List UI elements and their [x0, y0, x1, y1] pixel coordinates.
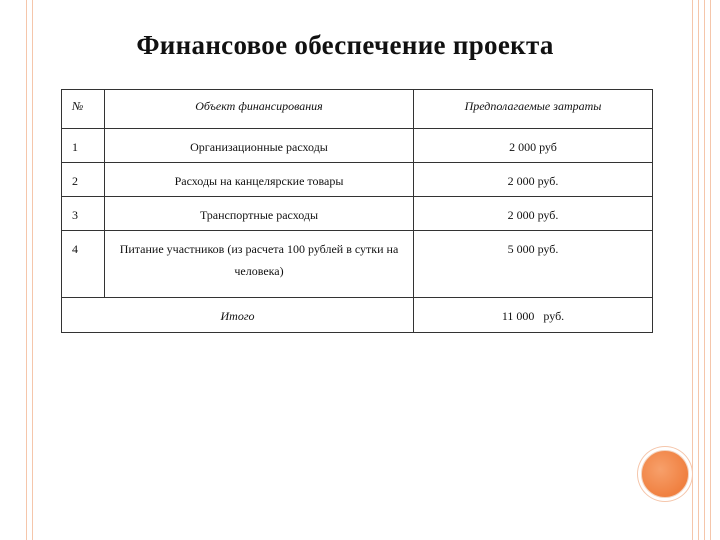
- left-frame-line-inner: [32, 0, 33, 540]
- row-num: 3: [72, 208, 78, 222]
- right-frame-line-3: [704, 0, 705, 540]
- decorative-orange-circle: [641, 450, 689, 498]
- table-row: [62, 197, 653, 231]
- right-frame-line-2: [698, 0, 699, 540]
- slide-title: Финансовое обеспечение проекта: [136, 30, 554, 60]
- row-cost: 2 000 руб.: [507, 208, 559, 222]
- total-cost: 11 000 руб.: [501, 309, 565, 323]
- finance-table: [61, 89, 653, 333]
- row-object: Транспортные расходы: [199, 208, 319, 222]
- header-num: [62, 90, 105, 129]
- total-label: Итого: [220, 309, 255, 323]
- header-object: [105, 90, 414, 129]
- header-cost-label: Предполагаемые затраты: [464, 99, 602, 113]
- table-total-row: [62, 298, 653, 333]
- row-cost: 2 000 руб: [509, 140, 557, 154]
- row-num: 1: [72, 140, 78, 154]
- table-header-row: [62, 90, 653, 129]
- row-object: Расходы на канцелярские товары: [174, 174, 344, 188]
- row-object: Организационные расходы: [190, 140, 328, 154]
- row-num: 2: [72, 174, 78, 188]
- header-cost: [414, 90, 653, 129]
- left-frame-line-outer: [26, 0, 27, 540]
- row-num: 4: [72, 242, 78, 256]
- table-row: [62, 129, 653, 163]
- row-cost: 5 000 руб.: [507, 242, 559, 256]
- table-row: [62, 231, 653, 298]
- header-object-label: Объект финансирования: [195, 99, 323, 113]
- table-row: [62, 163, 653, 197]
- right-frame-line-1: [692, 0, 693, 540]
- right-frame-line-4: [710, 0, 711, 540]
- header-num-label: №: [72, 99, 84, 113]
- row-object: Питание участников (из расчета 100 рублей в сутки на человека): [119, 242, 399, 278]
- row-cost: 2 000 руб.: [507, 174, 559, 188]
